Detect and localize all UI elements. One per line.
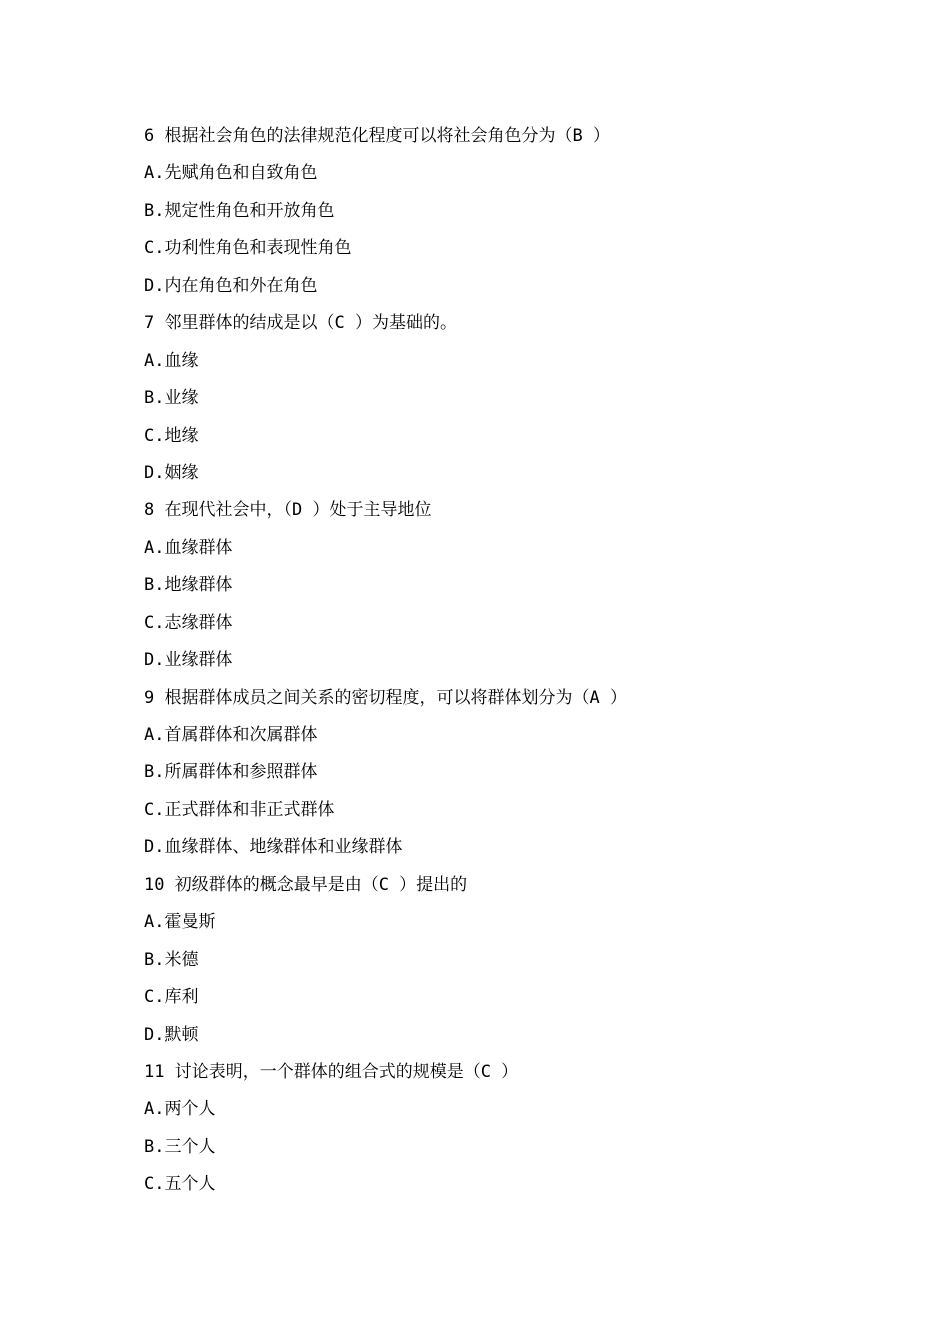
question-text: 8 在现代社会中，（D ）处于主导地位	[144, 500, 432, 521]
question-text: 11 讨论表明，一个群体的组合式的规模是（C ）	[144, 1061, 519, 1082]
answer-option: B.地缘群体	[144, 575, 233, 596]
answer-option: B.业缘	[144, 388, 199, 409]
answer-option: D.默顿	[144, 1024, 199, 1045]
answer-option: D.姻缘	[144, 462, 199, 483]
answer-option: A.首属群体和次属群体	[144, 725, 318, 745]
answer-option: C.地缘	[144, 425, 199, 446]
answer-option: B.所属群体和参照群体	[144, 762, 318, 783]
question-text: 7 邻里群体的结成是以（C ）为基础的。	[144, 313, 457, 334]
answer-option: C.功利性角色和表现性角色	[144, 238, 352, 259]
answer-option: C.五个人	[144, 1174, 216, 1195]
answer-option: A.血缘群体	[144, 537, 233, 558]
answer-option: B.米德	[144, 949, 199, 970]
answer-option: A.先赋角色和自致角色	[144, 163, 318, 184]
answer-option: C.正式群体和非正式群体	[144, 799, 335, 820]
answer-option: D.业缘群体	[144, 650, 233, 671]
answer-option: D.内在角色和外在角色	[144, 275, 318, 296]
answer-option: A.血缘	[144, 350, 199, 371]
answer-option: C.志缘群体	[144, 612, 233, 633]
answer-option: C.库利	[144, 987, 199, 1008]
question-text: 9 根据群体成员之间关系的密切程度，可以将群体划分为（A ）	[144, 687, 627, 708]
answer-option: A.霍曼斯	[144, 912, 216, 933]
answer-option: B.三个人	[144, 1136, 216, 1157]
answer-option: D.血缘群体、地缘群体和业缘群体	[144, 837, 403, 858]
question-list	[144, 118, 864, 1204]
question-text: 10 初级群体的概念最早是由（C ）提出的	[144, 874, 468, 895]
answer-option: B.规定性角色和开放角色	[144, 200, 335, 221]
question-text: 6 根据社会角色的法律规范化程度可以将社会角色分为（B ）	[144, 126, 610, 146]
answer-option: A.两个人	[144, 1099, 216, 1120]
